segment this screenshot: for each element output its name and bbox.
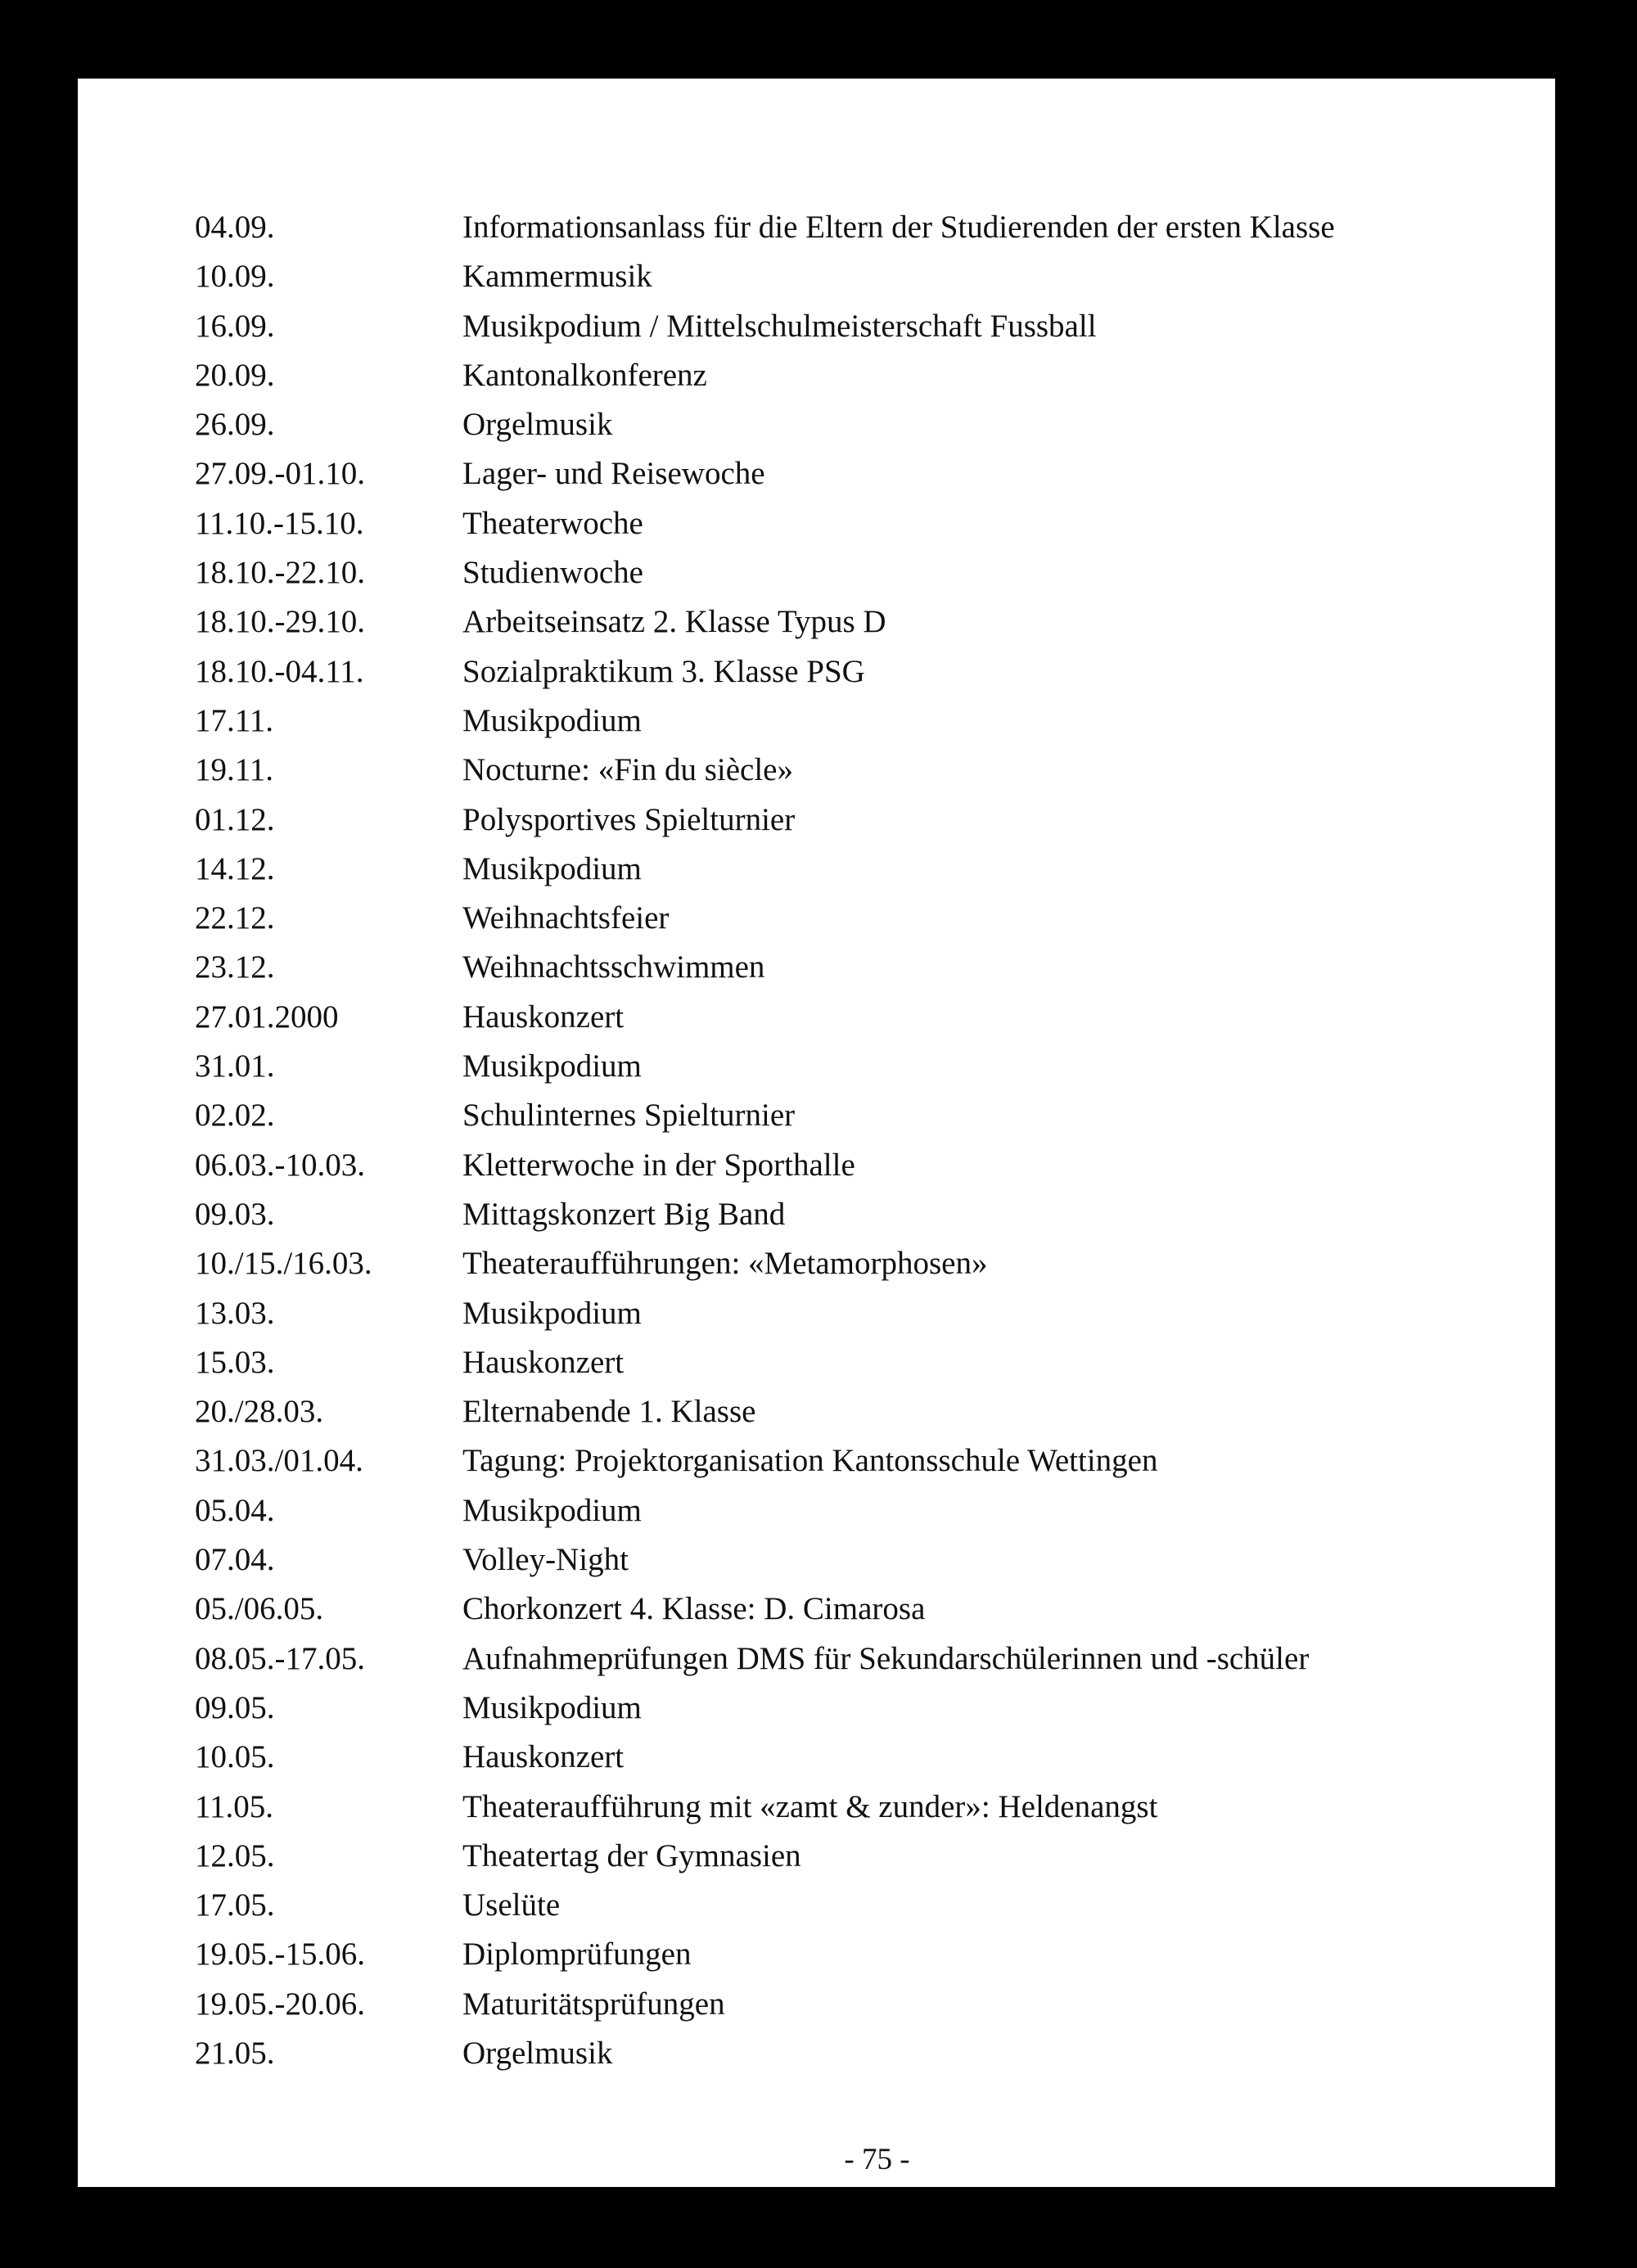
schedule-event: Theaterwoche — [462, 505, 643, 541]
schedule-event: Sozialpraktikum 3. Klasse PSG — [462, 653, 865, 689]
schedule-row — [78, 1141, 1555, 1190]
schedule-row — [78, 845, 1555, 894]
schedule-event: Arbeitseinsatz 2. Klasse Typus D — [462, 604, 886, 640]
schedule-event: Orgelmusik — [462, 2035, 613, 2071]
schedule-event: Theateraufführungen: «Metamorphosen» — [462, 1246, 988, 1282]
schedule-event: Aufnahmeprüfungen DMS für Sekundarschülerinnen und -schüler — [462, 1640, 1310, 1676]
schedule-row — [78, 1091, 1555, 1140]
schedule-row — [78, 1733, 1555, 1782]
schedule-event: Musikpodium — [462, 1048, 642, 1084]
schedule-event: Nocturne: «Fin du siècle» — [462, 752, 793, 788]
schedule-date: 17.05. — [195, 1887, 275, 1923]
schedule-event: Informationsanlass für die Eltern der Studierenden der ersten Klasse — [462, 210, 1335, 245]
schedule-row — [78, 1486, 1555, 1535]
schedule-row — [78, 1535, 1555, 1585]
schedule-date: 13.03. — [195, 1295, 275, 1331]
schedule-row — [78, 1783, 1555, 1832]
schedule-event: Musikpodium — [462, 1689, 642, 1725]
schedule-event: Maturitätsprüfungen — [462, 1986, 725, 2022]
schedule-event: Weihnachtsschwimmen — [462, 949, 765, 985]
schedule-row — [78, 943, 1555, 992]
schedule-date: 20.09. — [195, 357, 275, 393]
schedule-date: 05.04. — [195, 1492, 275, 1528]
schedule-event: Weihnachtsfeier — [462, 900, 670, 936]
schedule-event: Kletterwoche in der Sporthalle — [462, 1147, 855, 1183]
schedule-row — [78, 894, 1555, 943]
schedule-event: Polysportives Spielturnier — [462, 801, 796, 837]
schedule-date: 19.11. — [195, 752, 274, 788]
page-number — [78, 2139, 1555, 2180]
schedule-event: Musikpodium / Mittelschulmeisterschaft Fussball — [462, 308, 1097, 344]
schedule-row — [78, 2029, 1555, 2078]
schedule-date: 23.12. — [195, 949, 275, 985]
schedule-row — [78, 1042, 1555, 1091]
schedule-date: 12.05. — [195, 1837, 275, 1873]
schedule-row — [78, 1980, 1555, 2029]
schedule-date: 09.05. — [195, 1689, 275, 1725]
schedule-row — [78, 351, 1555, 400]
schedule-row — [78, 746, 1555, 795]
schedule-event: Musikpodium — [462, 1295, 642, 1331]
schedule-date: 18.10.-22.10. — [195, 555, 365, 591]
document-page — [78, 79, 1555, 2187]
schedule-event: Mittagskonzert Big Band — [462, 1196, 786, 1232]
schedule-row — [78, 1684, 1555, 1733]
schedule-row — [78, 1585, 1555, 1634]
schedule-event: Schulinternes Spielturnier — [462, 1098, 796, 1134]
schedule-row — [78, 1190, 1555, 1239]
schedule-date: 26.09. — [195, 407, 275, 443]
schedule-event: Tagung: Projektorganisation Kantonsschule Wettingen — [462, 1443, 1158, 1479]
schedule-row — [78, 1436, 1555, 1486]
schedule-row — [78, 1930, 1555, 1979]
schedule-date: 10.05. — [195, 1739, 275, 1775]
schedule-row — [78, 400, 1555, 449]
schedule-event: Musikpodium — [462, 702, 642, 738]
schedule-event: Studienwoche — [462, 555, 643, 591]
schedule-row — [78, 548, 1555, 597]
schedule-row — [78, 449, 1555, 498]
schedule-event: Theateraufführung mit «zamt & zunder»: Heldenangst — [462, 1788, 1158, 1824]
schedule-row — [78, 499, 1555, 548]
schedule-date: 27.01.2000 — [195, 999, 339, 1035]
schedule-row — [78, 1881, 1555, 1930]
schedule-event: Kantonalkonferenz — [462, 357, 707, 393]
schedule-row — [78, 203, 1555, 252]
schedule-row — [78, 647, 1555, 697]
schedule-date: 07.04. — [195, 1542, 275, 1578]
schedule-date: 06.03.-10.03. — [195, 1147, 365, 1183]
schedule-event: Elternabende 1. Klasse — [462, 1394, 756, 1430]
schedule-date: 11.05. — [195, 1788, 274, 1824]
schedule-event: Lager- und Reisewoche — [462, 456, 765, 492]
schedule-event: Orgelmusik — [462, 407, 613, 443]
page-number-text: - 75 - — [844, 2143, 910, 2176]
schedule-event: Musikpodium — [462, 1492, 642, 1528]
schedule-date: 22.12. — [195, 900, 275, 936]
schedule-date: 05./06.05. — [195, 1591, 324, 1627]
schedule-event: Hauskonzert — [462, 999, 625, 1035]
schedule-row — [78, 597, 1555, 647]
schedule-event: Uselüte — [462, 1887, 561, 1923]
schedule-date: 11.10.-15.10. — [195, 505, 364, 541]
schedule-date: 18.10.-04.11. — [195, 653, 364, 689]
schedule-date: 31.01. — [195, 1048, 275, 1084]
schedule-row — [78, 697, 1555, 746]
schedule-date: 10.09. — [195, 259, 275, 295]
schedule-date: 27.09.-01.10. — [195, 456, 365, 492]
schedule-row — [78, 302, 1555, 351]
schedule-date: 31.03./01.04. — [195, 1443, 363, 1479]
schedule-row — [78, 993, 1555, 1042]
schedule-event: Theatertag der Gymnasien — [462, 1837, 801, 1873]
schedule-row — [78, 1634, 1555, 1684]
schedule-event: Kammermusik — [462, 259, 652, 295]
schedule-date: 15.03. — [195, 1344, 275, 1380]
schedule-row — [78, 252, 1555, 301]
schedule-date: 16.09. — [195, 308, 275, 344]
schedule-list — [78, 203, 1555, 2078]
schedule-date: 19.05.-20.06. — [195, 1986, 365, 2022]
schedule-event: Musikpodium — [462, 850, 642, 886]
schedule-date: 18.10.-29.10. — [195, 604, 365, 640]
schedule-event: Hauskonzert — [462, 1739, 625, 1775]
schedule-date: 04.09. — [195, 210, 275, 245]
schedule-event: Chorkonzert 4. Klasse: D. Cimarosa — [462, 1591, 926, 1627]
schedule-date: 21.05. — [195, 2035, 275, 2071]
schedule-row — [78, 1289, 1555, 1338]
schedule-date: 17.11. — [195, 702, 274, 738]
schedule-row — [78, 796, 1555, 845]
schedule-date: 19.05.-15.06. — [195, 1937, 365, 1973]
schedule-date: 01.12. — [195, 801, 275, 837]
schedule-event: Hauskonzert — [462, 1344, 625, 1380]
schedule-date: 08.05.-17.05. — [195, 1640, 365, 1676]
schedule-date: 02.02. — [195, 1098, 275, 1134]
schedule-date: 10./15./16.03. — [195, 1246, 372, 1282]
schedule-date: 20./28.03. — [195, 1394, 324, 1430]
schedule-event: Volley-Night — [462, 1542, 629, 1578]
schedule-event: Diplomprüfungen — [462, 1937, 692, 1973]
schedule-date: 14.12. — [195, 850, 275, 886]
schedule-row — [78, 1239, 1555, 1288]
schedule-row — [78, 1338, 1555, 1387]
schedule-date: 09.03. — [195, 1196, 275, 1232]
schedule-row — [78, 1832, 1555, 1881]
schedule-row — [78, 1387, 1555, 1436]
